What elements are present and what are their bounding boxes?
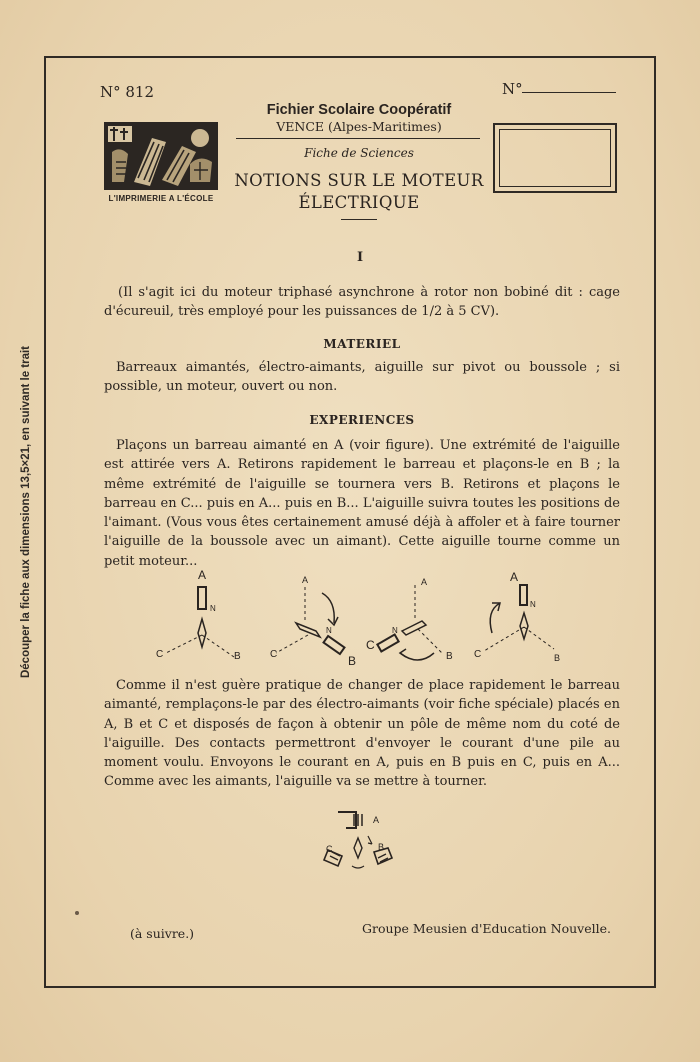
fiche-type-label: Fiche de Sciences <box>304 146 414 160</box>
electromagnet-diagram <box>318 806 402 874</box>
figure-1-label-b: B <box>234 651 241 662</box>
fiche-number: N° 812 <box>100 83 155 101</box>
organization-location: VENCE (Alpes-Maritimes) <box>276 119 442 134</box>
figure-4-label-b: B <box>554 653 561 663</box>
figure-1-label-c: C <box>156 649 164 660</box>
figure-4-magnet <box>520 585 527 605</box>
figure-3-needle <box>402 621 426 635</box>
small-figure-needle <box>354 838 362 858</box>
title-underline <box>341 219 377 220</box>
figure-2-arrow-head <box>328 617 338 625</box>
figure-3-axis-b <box>418 629 442 653</box>
footer-credit: Groupe Meusien d'Education Nouvelle. <box>362 921 611 936</box>
intro-paragraph: (Il s'agit ici du moteur triphasé asynchrone à rotor non bobiné dit : cage d'écureuil, très employé pour les puissances de 1/2 à 5 CV). <box>104 285 620 320</box>
organization-title: Fichier Scolaire Coopératif <box>266 102 452 118</box>
figure-2-rotation-arrow <box>322 593 334 623</box>
header-divider <box>236 138 480 139</box>
needle-rotation-diagram <box>140 563 580 673</box>
figure-3-label-a: A <box>421 577 428 587</box>
logo-caption: L'IMPRIMERIE A L'ÉCOLE <box>108 194 214 203</box>
figure-4-label-n: N <box>530 600 536 609</box>
figure-magnet-at-a <box>156 568 241 662</box>
figure-2-label-n: N <box>326 626 332 635</box>
small-figure-label-a: A <box>373 815 380 825</box>
magnet-needle-figures <box>140 563 580 673</box>
figure-3-label-b: B <box>446 651 453 662</box>
printing-press-icon <box>104 122 218 190</box>
figure-2-magnet <box>324 636 345 654</box>
small-figure-arrow-1 <box>368 836 372 844</box>
section-number: I <box>356 250 364 265</box>
figure-1-label-n: N <box>210 604 216 613</box>
materiel-heading: MATERIEL <box>323 337 401 351</box>
experiences-paragraph-2: Comme il n'est guère pratique de changer de place rapidement le barreau aimanté, remplaçons-le par des électro-aimants (voir fiche spéciale) placés en A, B et C et disposés de façon à obtenir un pôle de même nom du coté de l'aiguille. Des contacts permettront d'envoyer le courant d'une pile au moment voulu. Envoyons le courant en A, puis en B puis en C, puis en A... Comme avec les aimants, l'aiguille va se mettre à tourner. <box>104 678 620 790</box>
figure-3-arrow-head <box>400 649 406 657</box>
experiences-heading: EXPERIENCES <box>309 413 415 427</box>
reference-stamp-inner-border <box>499 129 611 187</box>
bar-magnet <box>198 587 206 609</box>
fiche-number-blank-line <box>522 92 616 93</box>
materiel-paragraph: Barreaux aimantés, électro-aimants, aiguille sur pivot ou boussole ; si possible, un moteur, ouvert ou non. <box>104 360 620 395</box>
figure-magnet-back-at-a <box>474 570 560 663</box>
small-figure-label-c: C <box>326 844 333 854</box>
page-title-line-2: ÉLECTRIQUE <box>298 193 420 212</box>
paper-mark <box>75 911 79 915</box>
page-title <box>228 170 490 214</box>
small-figure-label-b: B <box>378 842 385 852</box>
figure-2-label-b: B <box>348 654 357 668</box>
figure-3-label-c: C <box>366 638 375 652</box>
figure-magnet-at-c <box>366 577 453 662</box>
compass-needle <box>198 619 206 647</box>
printing-press-logo <box>104 122 218 190</box>
fiche-number-blank-label: N° <box>502 80 523 98</box>
figure-2-needle <box>296 623 320 637</box>
electromagnet-figure <box>318 806 402 874</box>
experiences-paragraph-1: Plaçons un barreau aimanté en A (voir figure). Une extrémité de l'aiguille est attirée vers A. Retirons rapidement le barreau et plaçons-le en B ; la même extrémité de l'aiguille se tournera vers B. Retirons et plaçons le barreau en C... puis en A... puis en B... L'aiguille suivra toutes les positions de l'aimant. (Vous vous êtes certainement amusé déjà à affoler et à faire tourner l'aiguille de la boussole avec un aimant). Cette aiguille tourne comme un petit moteur... <box>104 438 620 569</box>
figure-3-magnet <box>377 635 398 652</box>
figure-1-label-a: A <box>198 568 207 582</box>
cutting-instruction: Découper la fiche aux dimensions 13,5×21, en suivant le trait <box>20 345 32 679</box>
to-be-continued: (à suivre.) <box>130 926 195 941</box>
reference-stamp-box <box>493 123 617 193</box>
figure-magnet-at-b <box>270 575 356 668</box>
figure-4-label-c: C <box>474 649 482 660</box>
figure-4-label-a: A <box>510 570 519 584</box>
figure-2-label-c: C <box>270 649 278 660</box>
figure-2-axis-c <box>276 635 308 653</box>
figure-2-label-a: A <box>302 575 309 585</box>
page-title-line-1: NOTIONS SUR LE MOTEUR <box>234 171 484 190</box>
figure-4-needle <box>520 613 528 639</box>
figure-3-label-n: N <box>392 626 398 635</box>
figure-4-axes <box>484 627 554 651</box>
small-figure-arrow-2 <box>352 866 364 868</box>
